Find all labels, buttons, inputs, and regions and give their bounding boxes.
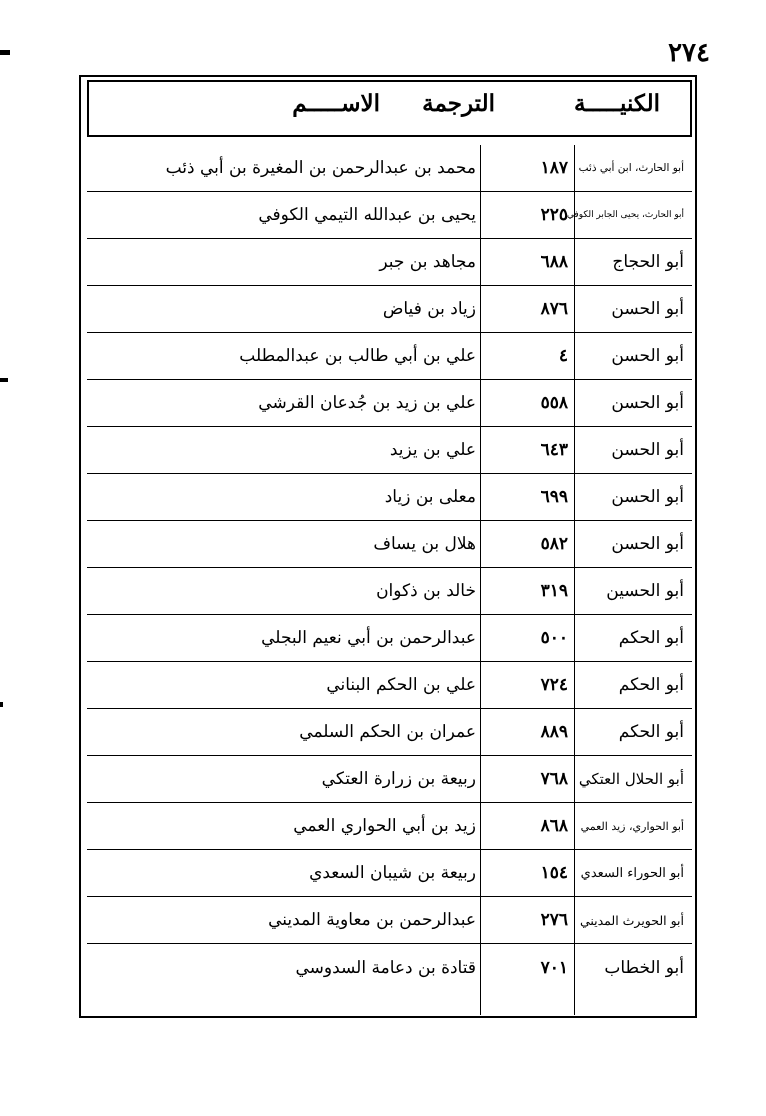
tarjama-number-cell: ٨٦٨: [540, 816, 568, 836]
scan-edge-mark-top: [0, 50, 10, 55]
table-row: [87, 380, 692, 427]
tarjama-number-cell: ٦٩٩: [540, 487, 568, 507]
ism-cell: زيد بن أبي الحواري العمي: [293, 816, 476, 836]
ism-cell: علي بن أبي طالب بن عبدالمطلب: [239, 346, 476, 366]
tarjama-number-cell: ١٨٧: [540, 158, 568, 178]
ism-cell: هلال بن يساف: [373, 534, 476, 554]
ism-cell: علي بن الحكم البناني: [326, 675, 476, 695]
tarjama-number-cell: ١٥٤: [540, 863, 568, 883]
table-row: [87, 944, 692, 991]
kunya-cell: أبو الحكم: [618, 675, 684, 695]
header-kunya: الكنيـــــة: [573, 90, 660, 117]
ism-cell: عمران بن الحكم السلمي: [299, 722, 476, 742]
table-row: [87, 568, 692, 615]
ism-cell: علي بن زيد بن جُدعان القرشي: [258, 393, 476, 413]
kunya-cell: أبو الحسن: [611, 487, 684, 507]
kunya-cell: أبو الحسين: [606, 581, 684, 601]
kunya-cell: أبو الحجاج: [612, 252, 684, 272]
tarjama-number-cell: ٥٥٨: [540, 393, 568, 413]
ism-cell: قتادة بن دعامة السدوسي: [295, 957, 476, 978]
table-row: [87, 662, 692, 709]
table-row: [87, 239, 692, 286]
header-tarjama: الترجمة: [422, 90, 495, 117]
table-body: [87, 145, 692, 1015]
tarjama-number-cell: ٢٢٥: [540, 205, 568, 225]
ism-cell: علي بن يزيد: [389, 440, 476, 460]
ism-cell: عبدالرحمن بن معاوية المديني: [268, 910, 476, 930]
kunya-cell: أبو الحلال العتكي: [578, 770, 684, 788]
tarjama-number-cell: ٥٨٢: [540, 534, 568, 554]
kunya-cell: أبو الحسن: [611, 299, 684, 319]
tarjama-number-cell: ٤: [558, 346, 568, 366]
ism-cell: خالد بن ذكوان: [376, 581, 476, 601]
tarjama-number-cell: ٦٨٨: [540, 252, 568, 272]
tarjama-number-cell: ٢٧٦: [540, 910, 568, 930]
ism-cell: مجاهد بن جبر: [379, 252, 476, 272]
kunya-cell: أبو الحكم: [618, 628, 684, 648]
table-row: [87, 897, 692, 944]
kunya-cell: أبو الحواري، زيد العمي: [580, 819, 684, 833]
table-row: [87, 333, 692, 380]
tarjama-number-cell: ٧٢٤: [540, 675, 568, 695]
kunya-cell: أبو الحويرث المديني: [579, 912, 684, 928]
table-row: [87, 850, 692, 897]
ism-cell: محمد بن عبدالرحمن بن المغيرة بن أبي ذئب: [165, 158, 476, 178]
table-row: [87, 521, 692, 568]
tarjama-number-cell: ٨٨٩: [540, 722, 568, 742]
kunya-cell: أبو الحسن: [611, 346, 684, 366]
tarjama-number-cell: ٣١٩: [540, 581, 568, 601]
kunya-cell: أبو الحوراء السعدي: [580, 865, 684, 881]
tarjama-number-cell: ٦٤٣: [540, 440, 568, 460]
table-row: [87, 286, 692, 333]
ism-cell: عبدالرحمن بن أبي نعيم البجلي: [261, 628, 476, 648]
table-header: [87, 80, 692, 137]
tarjama-number-cell: ٧٠١: [540, 957, 568, 978]
kunya-cell: أبو الحسن: [611, 534, 684, 554]
scan-edge-mark-middle: [0, 378, 8, 382]
table-row: [87, 474, 692, 521]
tarjama-number-cell: ٧٦٨: [540, 769, 568, 789]
kunya-cell: أبو الخطاب: [604, 957, 684, 978]
ism-cell: ربيعة بن شيبان السعدي: [309, 863, 476, 883]
tarjama-number-cell: ٥٠٠: [540, 628, 568, 648]
ism-cell: معلى بن زياد: [384, 487, 476, 507]
table-row: [87, 427, 692, 474]
kunya-cell: أبو الحكم: [618, 722, 684, 742]
table-row: [87, 615, 692, 662]
kunya-cell: أبو الحسن: [611, 440, 684, 460]
kunya-cell: أبو الحسن: [611, 393, 684, 413]
kunya-cell: أبو الحارث، ابن أبي ذئب: [578, 162, 684, 174]
table-row: [87, 803, 692, 850]
ism-cell: يحيى بن عبدالله التيمي الكوفي: [258, 205, 476, 225]
table-row: [87, 192, 692, 239]
ism-cell: زياد بن فياض: [382, 299, 476, 319]
table-row: [87, 756, 692, 803]
kunya-cell: أبو الحارث، يحيى الجابر الكوفي: [566, 210, 684, 220]
header-ism: الاســـــم: [292, 90, 380, 117]
page-number: ٢٧٤: [668, 38, 710, 68]
table-row: [87, 709, 692, 756]
tarjama-number-cell: ٨٧٦: [540, 299, 568, 319]
scan-edge-mark-lower: [0, 702, 3, 707]
ism-cell: ربيعة بن زرارة العتكي: [321, 769, 476, 789]
table-row: [87, 145, 692, 192]
